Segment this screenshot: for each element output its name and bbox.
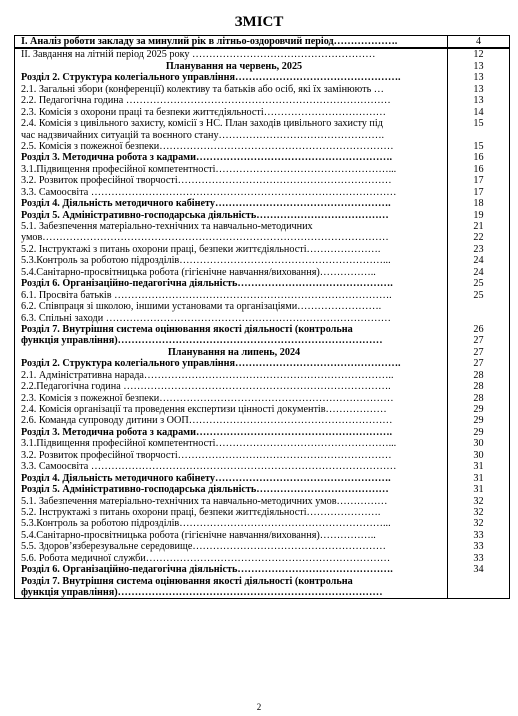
toc-row bbox=[14, 473, 510, 484]
toc-row bbox=[14, 164, 510, 175]
toc-entry-page: 33 bbox=[447, 541, 510, 552]
toc-entry-page bbox=[447, 301, 510, 312]
toc-row bbox=[14, 370, 510, 381]
toc-entry-page: 32 bbox=[447, 507, 510, 518]
toc-entry-page: 31 bbox=[447, 473, 510, 484]
toc-entry-page: 21 bbox=[447, 221, 510, 232]
toc-entry-text: 5.6. Робота медичної служби……………………………………………………………… bbox=[14, 553, 447, 564]
toc-entry-page: 14 bbox=[447, 107, 510, 118]
toc-entry-page: 30 bbox=[447, 438, 510, 449]
toc-row bbox=[14, 107, 510, 118]
toc-entry-text: Планування на липень, 2024 bbox=[14, 347, 447, 358]
toc-entry-page bbox=[447, 130, 510, 141]
toc-row bbox=[14, 564, 510, 575]
toc-entry-page: 25 bbox=[447, 278, 510, 289]
toc-row bbox=[14, 72, 510, 83]
toc-entry-text: Розділ 5. Адміністративно-господарська діяльність………………………………… bbox=[14, 210, 447, 221]
toc-entry-page: 27 bbox=[447, 358, 510, 369]
toc-entry-text: 2.3. Комісія з пожежної безпеки…………………………………………………………… bbox=[14, 393, 447, 404]
toc-entry-page: 13 bbox=[447, 84, 510, 95]
toc-entry-text: 5.4.Санітарно-просвітницька робота (гігієнічне навчання/виховання)…………….. bbox=[14, 530, 447, 541]
toc-entry-text: Планування на червень, 2025 bbox=[14, 61, 447, 72]
toc-entry-text: 2.2. Педагогічна година …………………………………………………………………… bbox=[14, 95, 447, 106]
toc-entry-page: 31 bbox=[447, 484, 510, 495]
toc-entry-text: Розділ 2. Структура колегіального управління…………………………………………. bbox=[14, 72, 447, 83]
toc-entry-text: 2.5. Комісія з пожежної безпеки…………………………………………………………… bbox=[14, 141, 447, 152]
toc-entry-text: час надзвичайних ситуацій та воєнного стану…………………………………………. bbox=[14, 130, 447, 141]
toc-entry-text: Розділ 6. Організаційно-педагогічна діяльність………………………………………. bbox=[14, 278, 447, 289]
toc-entry-page: 26 bbox=[447, 324, 510, 335]
toc-entry-page: 28 bbox=[447, 393, 510, 404]
toc-entry-page: 18 bbox=[447, 198, 510, 209]
toc-row bbox=[14, 118, 510, 129]
toc-entry-page: 22 bbox=[447, 232, 510, 243]
toc-entry-text: Розділ 3. Методична робота з кадрами…………………………………………………. bbox=[14, 152, 447, 163]
toc-entry-text: Розділ 4. Діяльність методичного кабінету……………………………………………. bbox=[14, 198, 447, 209]
toc-row bbox=[14, 187, 510, 198]
toc-row bbox=[14, 313, 510, 324]
toc-entry-page bbox=[447, 587, 510, 598]
toc-entry-text: 3.3. Самоосвіта ……………………………………………………………………………… bbox=[14, 461, 447, 472]
toc-entry-text: II. Завдання на літній період 2025 року ……………………………………………… bbox=[14, 49, 447, 60]
toc-entry-text: Розділ 7. Внутрішня система оцінювання якості діяльності (контрольна bbox=[14, 324, 447, 335]
toc-entry-page: 17 bbox=[447, 175, 510, 186]
toc-row bbox=[14, 496, 510, 507]
toc-entry-text: 3.2. Розвиток професійної творчості……………………………………………………… bbox=[14, 450, 447, 461]
toc-row bbox=[14, 130, 510, 141]
toc-row bbox=[14, 576, 510, 587]
toc-row bbox=[14, 530, 510, 541]
toc-entry-page: 29 bbox=[447, 415, 510, 426]
toc-row bbox=[14, 301, 510, 312]
toc-entry-page: 15 bbox=[447, 118, 510, 129]
toc-row bbox=[14, 278, 510, 289]
toc-entry-text: 5.3.Контроль за роботою підрозділів……………………………………………………... bbox=[14, 255, 447, 266]
toc-row bbox=[14, 393, 510, 404]
toc-entry-text: функція управління)…………………………………………………………………… bbox=[14, 335, 447, 346]
toc-entry-text: 5.1. Забезпечення матеріально-технічних та навчально-методичних bbox=[14, 221, 447, 232]
toc-entry-page: 13 bbox=[447, 72, 510, 83]
toc-entry-page: 27 bbox=[447, 335, 510, 346]
toc-row bbox=[14, 210, 510, 221]
toc-entry-text: умов………………………………………………………………………………………… bbox=[14, 232, 447, 243]
toc-entry-text: 2.1. Адміністративна нарада……………………………………………………………….. bbox=[14, 370, 447, 381]
toc-row bbox=[14, 141, 510, 152]
toc-row bbox=[14, 324, 510, 335]
toc-entry-text: 6.1. Просвіта батьків ………………………………………………………………………. bbox=[14, 290, 447, 301]
page-title: ЗМІСТ bbox=[234, 14, 284, 30]
toc-row bbox=[14, 267, 510, 278]
toc-row bbox=[14, 232, 510, 243]
toc-entry-page: 33 bbox=[447, 553, 510, 564]
toc-entry-page: 33 bbox=[447, 530, 510, 541]
toc-entry-text: I. Аналіз роботи закладу за минулий рік в літньо-оздоровчий період………………. bbox=[14, 36, 447, 47]
toc-row bbox=[14, 221, 510, 232]
toc-entry-page: 15 bbox=[447, 141, 510, 152]
toc-entry-page: 32 bbox=[447, 518, 510, 529]
toc-entry-text: функція управління)…………………………………………………………………… bbox=[14, 587, 447, 598]
toc-entry-page: 29 bbox=[447, 404, 510, 415]
toc-entry-page: 27 bbox=[447, 347, 510, 358]
toc-row bbox=[14, 175, 510, 186]
toc-entry-page: 31 bbox=[447, 461, 510, 472]
toc-entry-page: 28 bbox=[447, 381, 510, 392]
toc-row bbox=[14, 553, 510, 564]
toc-entry-text: 2.3. Комісія з охорони праці та безпеки життєдіяльності……………………………… bbox=[14, 107, 447, 118]
toc-row bbox=[14, 255, 510, 266]
toc-entry-page: 13 bbox=[447, 95, 510, 106]
toc-row bbox=[14, 48, 510, 60]
toc-entry-text: 5.2. Інструктажі з питань охорони праці, безпеки життєдіяльності…………………. bbox=[14, 244, 447, 255]
toc-entry-page bbox=[447, 313, 510, 324]
toc-entry-text: 5.1. Забезпечення матеріально-технічних та навчально-методичних умов…………… bbox=[14, 496, 447, 507]
toc-row bbox=[14, 518, 510, 529]
toc-entry-text: Розділ 2. Структура колегіального управління…………………………………………. bbox=[14, 358, 447, 369]
toc-row bbox=[14, 450, 510, 461]
toc-entry-text: 5.4.Санітарно-просвітницька робота (гігієнічне навчання/виховання)…………….. bbox=[14, 267, 447, 278]
toc-row bbox=[14, 461, 510, 472]
toc-entry-page: 16 bbox=[447, 164, 510, 175]
toc-entry-text: 6.3. Спільні заходи ………………………………………………………………………… bbox=[14, 313, 447, 324]
toc-row bbox=[14, 415, 510, 426]
toc-row bbox=[14, 358, 510, 369]
toc-entry-page: 28 bbox=[447, 370, 510, 381]
toc-entry-page: 24 bbox=[447, 267, 510, 278]
toc-row bbox=[14, 541, 510, 552]
toc-row bbox=[14, 198, 510, 209]
toc-entry-text: 5.3.Контроль за роботою підрозділів……………………………………………………... bbox=[14, 518, 447, 529]
toc-entry-text: Розділ 3. Методична робота з кадрами…………………………………………………. bbox=[14, 427, 447, 438]
toc-row bbox=[14, 35, 510, 48]
page-number: 2 bbox=[256, 702, 262, 712]
toc-row bbox=[14, 244, 510, 255]
toc-row bbox=[14, 335, 510, 346]
toc-entry-text: 2.6. Команда супроводу дитини з ООП…………………………………………………… bbox=[14, 415, 447, 426]
toc-row bbox=[14, 404, 510, 415]
toc-entry-text: 2.2.Педагогічна година ……………………………………………………………………. bbox=[14, 381, 447, 392]
toc-entry-text: 3.1.Підвищення професійної компетентності……………………………………………... bbox=[14, 438, 447, 449]
toc-entry-page: 25 bbox=[447, 290, 510, 301]
table-of-contents bbox=[14, 35, 510, 599]
toc-row bbox=[14, 381, 510, 392]
toc-entry-page: 30 bbox=[447, 450, 510, 461]
toc-entry-text: 6.2. Співпраця зі школою, іншими установами та організаціями……………………. bbox=[14, 301, 447, 312]
toc-row bbox=[14, 84, 510, 95]
toc-entry-page: 29 bbox=[447, 427, 510, 438]
toc-entry-text: 2.4. Комісія організації та проведення експертизи цінності документів……………… bbox=[14, 404, 447, 415]
toc-entry-page: 12 bbox=[447, 49, 510, 60]
toc-entry-page: 4 bbox=[447, 36, 510, 47]
toc-entry-text: Розділ 4. Діяльність методичного кабінету……………………………………………. bbox=[14, 473, 447, 484]
toc-row bbox=[14, 95, 510, 106]
toc-entry-text: 5.2. Інструктажі з питань охорони праці, безпеки життєдіяльності…………………. bbox=[14, 507, 447, 518]
toc-entry-text: 3.1.Підвищення професійної компетентності……………………………………………... bbox=[14, 164, 447, 175]
toc-row bbox=[14, 61, 510, 72]
toc-entry-page: 13 bbox=[447, 61, 510, 72]
toc-row bbox=[14, 152, 510, 163]
toc-entry-page: 23 bbox=[447, 244, 510, 255]
toc-entry-text: Розділ 6. Організаційно-педагогічна діяльність………………………………………. bbox=[14, 564, 447, 575]
toc-entry-text: 2.1. Загальні збори (конференції) колективу та батьків або осіб, які їх замінюють … bbox=[14, 84, 447, 95]
toc-row bbox=[14, 347, 510, 358]
toc-entry-text: 2.4. Комісія з цивільного захисту, комісії з НС. План заходів цивільного захисту під bbox=[14, 118, 447, 129]
toc-entry-page: 17 bbox=[447, 187, 510, 198]
toc-row bbox=[14, 438, 510, 449]
toc-row bbox=[14, 587, 510, 599]
toc-row bbox=[14, 484, 510, 495]
toc-entry-page: 34 bbox=[447, 564, 510, 575]
toc-row bbox=[14, 290, 510, 301]
toc-entry-page: 32 bbox=[447, 496, 510, 507]
toc-entry-text: Розділ 7. Внутрішня система оцінювання якості діяльності (контрольна bbox=[14, 576, 447, 587]
toc-entry-page: 24 bbox=[447, 255, 510, 266]
toc-entry-page bbox=[447, 576, 510, 587]
toc-entry-text: Розділ 5. Адміністративно-господарська діяльність………………………………… bbox=[14, 484, 447, 495]
toc-entry-text: 3.3. Самоосвіта ……………………………………………………………………………… bbox=[14, 187, 447, 198]
toc-row bbox=[14, 507, 510, 518]
toc-entry-page: 16 bbox=[447, 152, 510, 163]
toc-entry-text: 3.2. Розвиток професійної творчості……………………………………………………… bbox=[14, 175, 447, 186]
toc-entry-page: 19 bbox=[447, 210, 510, 221]
toc-row bbox=[14, 427, 510, 438]
toc-entry-text: 5.5. Здоров’язберезувальне середовище………………………………………………… bbox=[14, 541, 447, 552]
